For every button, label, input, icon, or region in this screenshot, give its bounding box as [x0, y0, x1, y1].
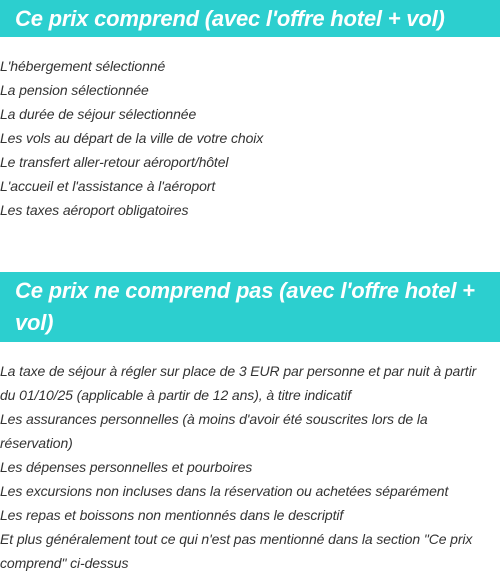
list-item: La pension sélectionnée [0, 82, 149, 98]
list-item: L'hébergement sélectionné [0, 58, 166, 74]
excluded-section [0, 272, 500, 575]
list-item: Le transfert aller-retour aéroport/hôtel [0, 154, 229, 170]
list-item: Les assurances personnelles (à moins d'avoir été souscrites lors de la réservation) [0, 411, 428, 451]
included-section-title: Ce prix comprend (avec l'offre hotel + vol) [0, 0, 500, 37]
list-item: La durée de séjour sélectionnée [0, 106, 197, 122]
list-item: La taxe de séjour à régler sur place de 3 EUR par personne et par nuit à partir du 01/10/25 (applicable à partir de 12 ans), à titre indicatif [0, 363, 477, 403]
excluded-section-title: Ce prix ne comprend pas (avec l'offre hotel + vol) [0, 272, 500, 342]
list-item: Les vols au départ de la ville de votre choix [0, 130, 264, 146]
list-item: Les excursions non incluses dans la réservation ou achetées séparément [0, 483, 449, 499]
section-spacer [0, 222, 500, 272]
list-item: Les taxes aéroport obligatoires [0, 202, 189, 218]
list-item: Les repas et boissons non mentionnés dans le descriptif [0, 507, 344, 523]
list-item: L'accueil et l'assistance à l'aéroport [0, 178, 216, 194]
list-item: Et plus généralement tout ce qui n'est pas mentionné dans la section "Ce prix comprend" ci-dessus [0, 531, 473, 571]
excluded-list [0, 359, 500, 575]
included-list [0, 54, 500, 222]
included-section [0, 0, 500, 222]
list-item: Les dépenses personnelles et pourboires [0, 459, 253, 475]
